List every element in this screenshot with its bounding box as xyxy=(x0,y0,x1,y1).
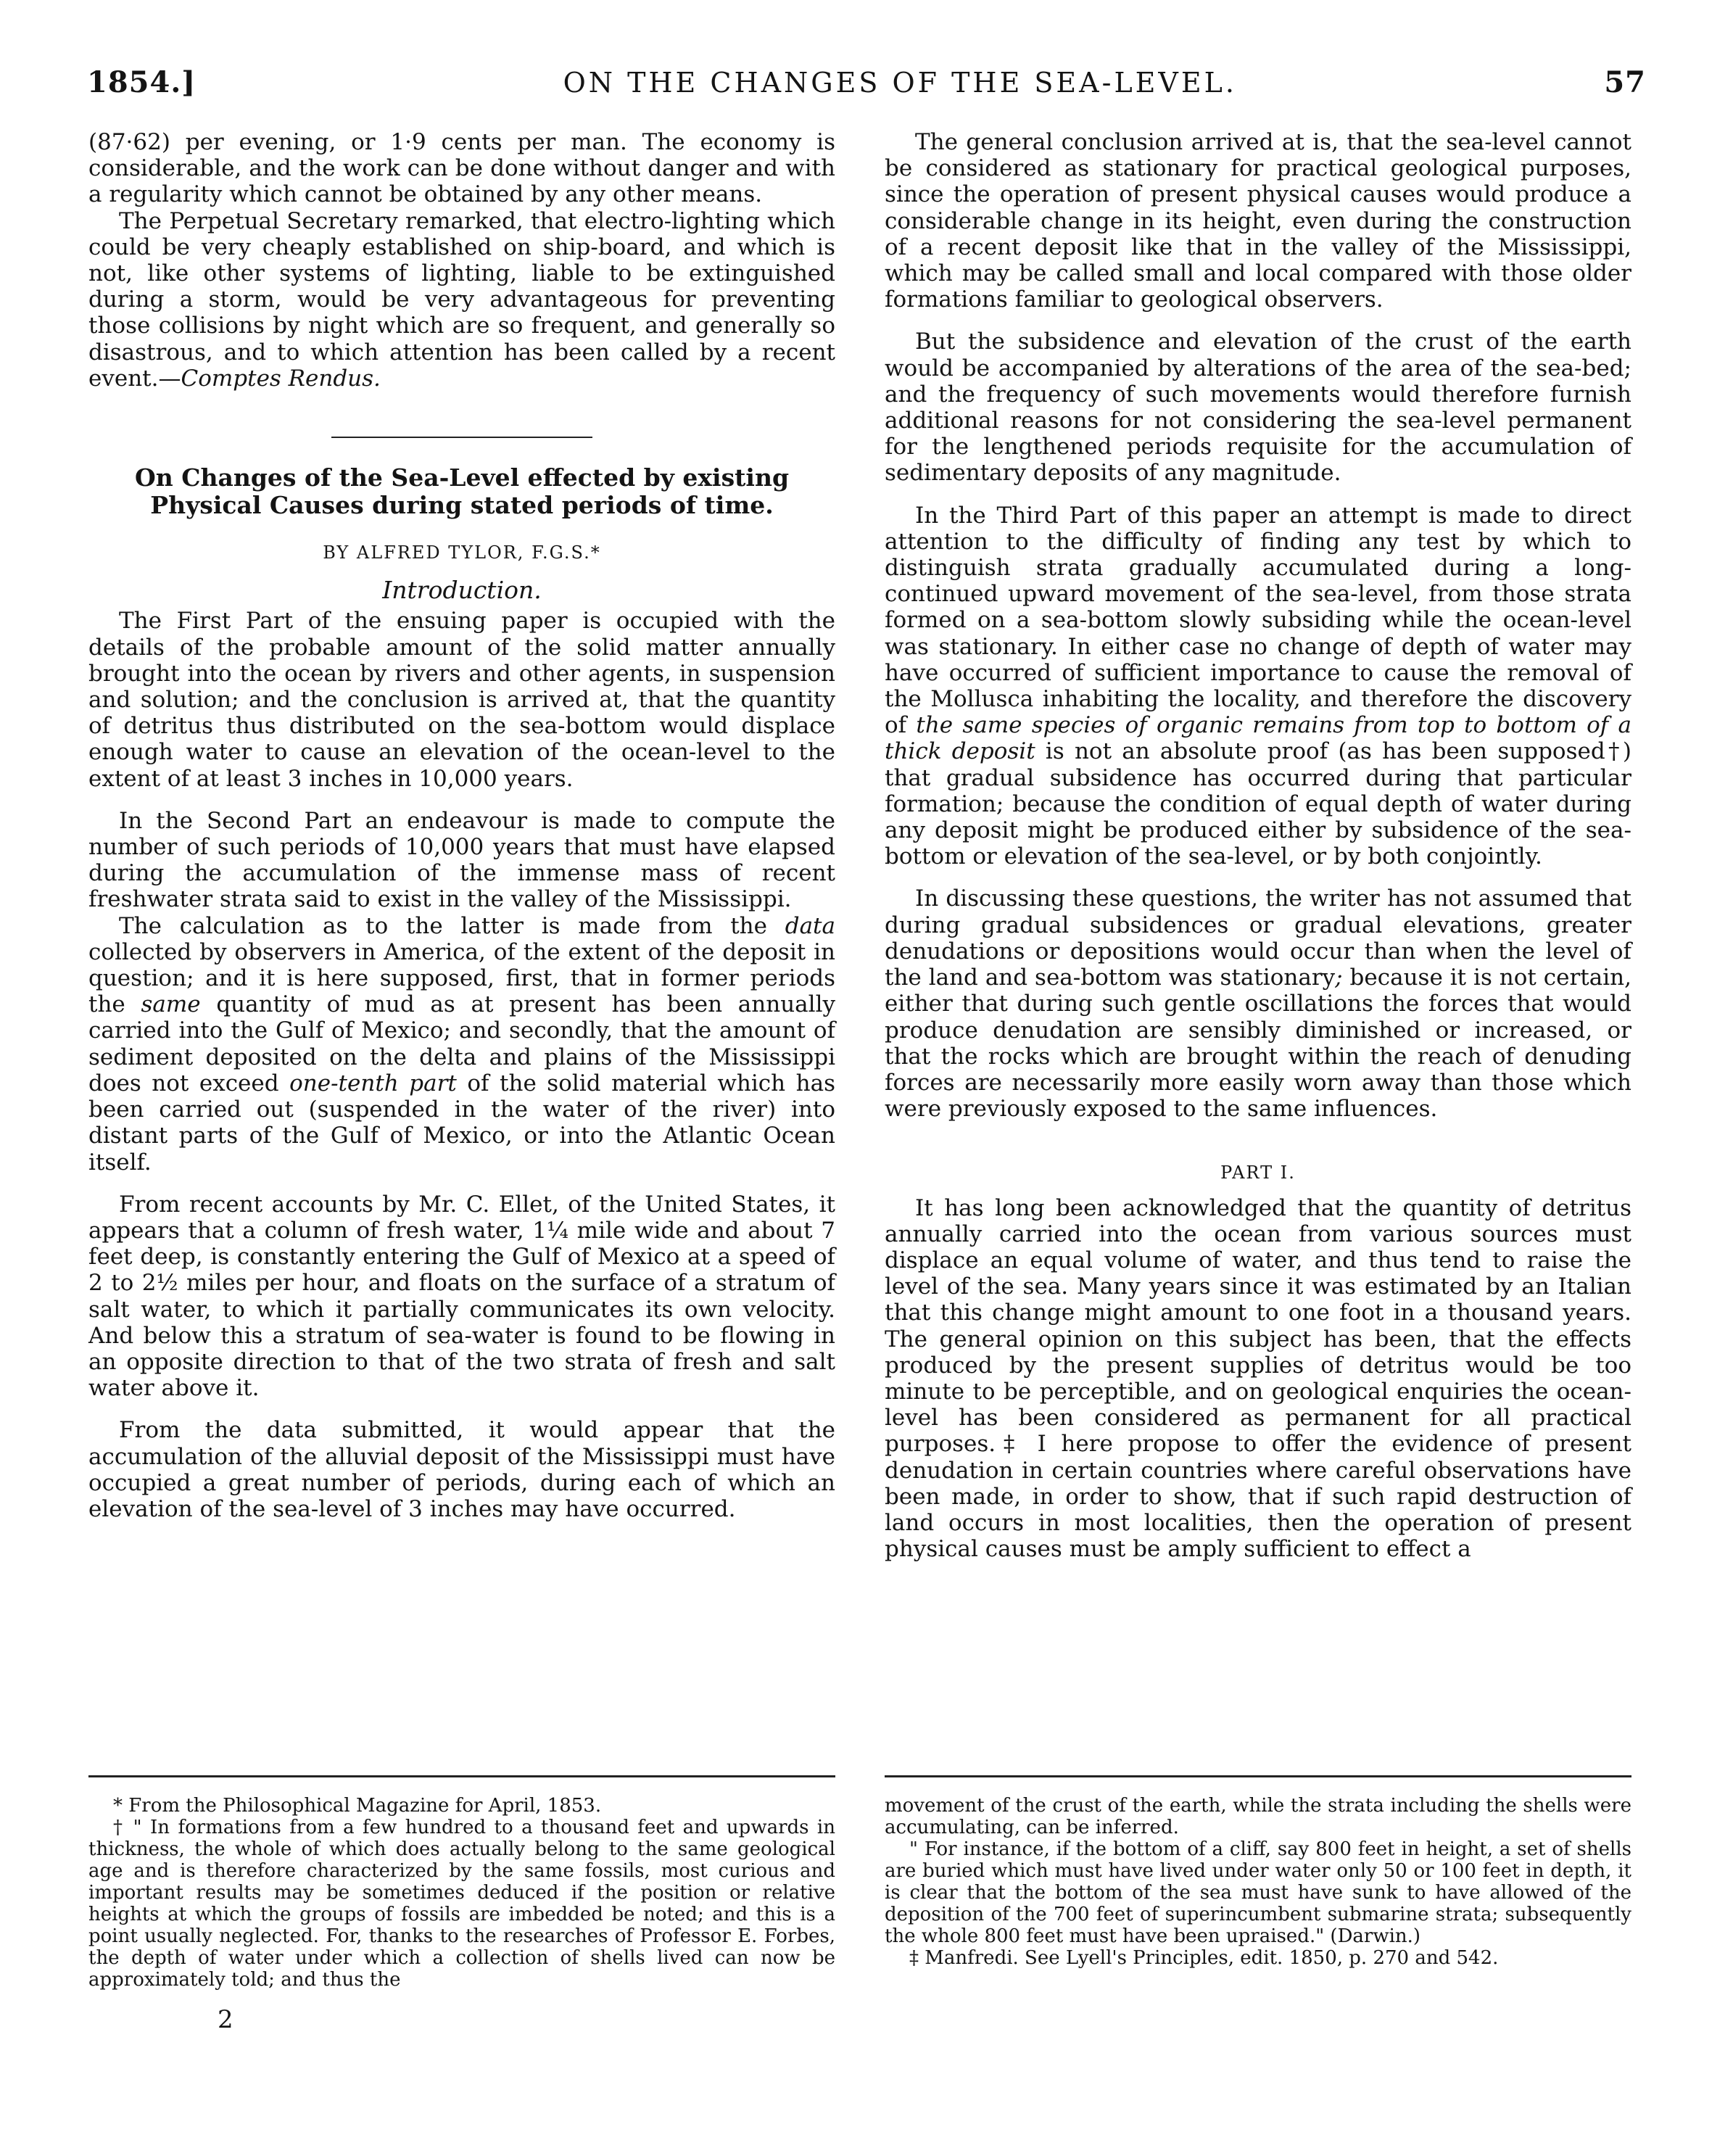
paragraph: (87·62) per evening, or 1·9 cents per man. The economy is considerable, and the work can be done without danger and with a regularity which cannot be obtained by any other means. xyxy=(88,129,835,208)
footnote: ‡ Manfredi. See Lyell's Principles, edit. 1850, p. 270 and 542. xyxy=(909,1947,1499,1969)
paragraph: From recent accounts by Mr. C. Ellet, of the United States, it appears that a column of fresh water, 1¼ mile wide and about 7 feet deep, is constantly entering the Gulf of Mexico at a speed of 2 to 2½ miles per hour, and floats on the surface of a stratum of salt water, to which it partially communicates its own velocity. And below this a stratum of sea-water is found to be flowing in an opposite direction to that of the two strata of fresh and salt water above it. xyxy=(88,1191,835,1402)
footnote: † " In formations from a few hundred to a thousand feet and upwards in thickness, the whole of which does actually belong to the same geological age and is therefore characterized by the same fossils, most curious and important results may be sometimes deduced if the position or relative heights at which the groups of fossils are imbedded be noted; and this is a point usually neglected. For, thanks to the researches of Professor E. Forbes, the depth of water under which a collection of shells lived can now be approximately told; and thus the xyxy=(88,1817,835,1991)
paragraph: The calculation as to the latter is made from the data collected by observers in America, of the extent of the deposit in question; and it is here supposed, first, that in former periods the same quantity of mud as at present has been annually carried into the Gulf of Mexico; and secondly, that the amount of sediment deposited on the delta and plains of the Mississippi does not exceed one-tenth part of the solid material which has been carried out (suspended in the water of the river) into distant parts of the Gulf of Mexico, or into the Atlantic Ocean itself. xyxy=(88,912,836,1176)
paragraph: But the subsidence and elevation of the crust of the earth would be accompanied by alterations of the area of the sea-bed; and the frequency of such movements would therefore furnish additional reasons for not considering the sea-level permanent for the lengthened periods requisite for the accumulation of sedimentary deposits of any magnitude. xyxy=(885,329,1631,487)
part-heading: PART I. xyxy=(1220,1162,1296,1184)
paragraph: It has long been acknowledged that the quantity of detritus annually carried into the ocean from various sources must displace an equal volume of water, and thus tend to raise the level of the sea. Many years since it was estimated by an Italian that this change might amount to one foot in a thousand years. The general opinion on this subject has been, that the effects produced by the present supplies of detritus would be too minute to be perceptible, and on geological enquiries the ocean-level has been considered as permanent for all practical purposes.‡ I here propose to offer the evidence of present denudation in certain countries where careful observations have been made, in order to show, that if such rapid destruction of land occurs in most localities, then the operation of present physical causes must be amply sufficient to effect a xyxy=(885,1194,1631,1563)
author-byline: BY ALFRED TYLOR, F.G.S.* xyxy=(323,542,601,563)
header-page-number: 57 xyxy=(1604,65,1646,99)
footnote-rule-right xyxy=(885,1775,1631,1777)
paragraph: In the Third Part of this paper an attempt is made to direct attention to the difficulty of finding any test by which to distinguish strata gradually accumulated during a long-continued upward movement of the sea-level, from those strata formed on a sea-bottom slowly subsiding while the ocean-level was stationary. In either case no change of depth of water may have occurred of sufficient importance to cause the removal of the Mollusca inhabiting the locality, and therefore the discovery of the same species of organic remains from top to bottom of a thick deposit is not an absolute proof (as has been supposed†) that gradual subsidence has occurred during that particular formation; because the condition of equal depth of water during any deposit might be produced either by subsidence of the sea-bottom or elevation of the sea-level, or by both conjointly. xyxy=(885,502,1631,870)
left-column xyxy=(88,129,835,1522)
paragraph: In discussing these questions, the writer has not assumed that during gradual subsidences or gradual elevations, greater denudations or depositions would occur than when the level of the land and sea-bottom was stationary; because it is not certain, either that during such gentle oscillations the forces that would produce denudation are sensibly diminished or increased, or that the rocks which are brought within the reach of denuding forces are necessarily more easily worn away than those which were previously exposed to the same influences. xyxy=(885,885,1631,1123)
footnotes-right xyxy=(885,1795,1631,1969)
header-title: ON THE CHANGES OF THE SEA-LEVEL. xyxy=(563,67,1237,99)
signature-mark: 2 xyxy=(218,2005,233,2034)
footnote-rule-left xyxy=(88,1775,835,1777)
paragraph: In the Second Part an endeavour is made to compute the number of such periods of 10,000 years that must have elapsed during the accumulation of the immense mass of recent freshwater strata said to exist in the valley of the Mississippi. xyxy=(88,807,835,913)
footnote: " For instance, if the bottom of a cliff, say 800 feet in height, a set of shells are buried which must have lived under water only 50 or 100 feet in depth, it is clear that the bottom of the sea must have sunk to have allowed of the deposition of the 700 feet of superincumbent submarine strata; subsequently the whole 800 feet must have been upraised." (Darwin.) xyxy=(885,1838,1631,1947)
footnotes-left xyxy=(88,1795,835,1991)
source-citation: Comptes Rendus. xyxy=(181,365,381,392)
footnote: movement of the crust of the earth, while the strata including the shells were accumulating, can be inferred. xyxy=(885,1795,1631,1838)
header-year: 1854.] xyxy=(87,65,197,99)
running-header xyxy=(87,65,1646,109)
section-divider xyxy=(331,437,592,438)
paragraph: The First Part of the ensuing paper is occupied with the details of the probable amount of the solid matter annually brought into the ocean by rivers and other agents, in suspension and solution; and the conclusion is arrived at, that the quantity of detritus thus distributed on the sea-bottom would displace enough water to cause an elevation of the ocean-level to the extent of at least 3 inches in 10,000 years. xyxy=(88,608,835,792)
paragraph: From the data submitted, it would appear that the accumulation of the alluvial deposit of the Mississippi must have occupied a great number of periods, during each of which an elevation of the sea-level of 3 inches may have occurred. xyxy=(88,1417,835,1522)
section-heading: Introduction. xyxy=(382,576,542,605)
paragraph: The Perpetual Secretary remarked, that electro-lighting which could be very cheaply established on ship-board, and which is not, like other systems of lighting, liable to be extinguished during a storm, would be very advantageous for preventing those collisions by night which are so frequent, and generally so disastrous, and to which attention has been called by a recent event.—Comptes Rendus. xyxy=(88,207,835,392)
article-title: On Changes of the Sea-Level effected by existing Physical Causes during stated periods of time. xyxy=(134,463,790,520)
paragraph: The general conclusion arrived at is, that the sea-level cannot be considered as stationary for practical geological purposes, since the operation of present physical causes would produce a considerable change in its height, even during the construction of a recent deposit like that in the valley of the Mississippi, which may be called small and local compared with those older formations familiar to geological observers. xyxy=(885,129,1631,313)
footnote: * From the Philosophical Magazine for April, 1853. xyxy=(113,1795,602,1817)
right-column xyxy=(885,129,1631,1562)
